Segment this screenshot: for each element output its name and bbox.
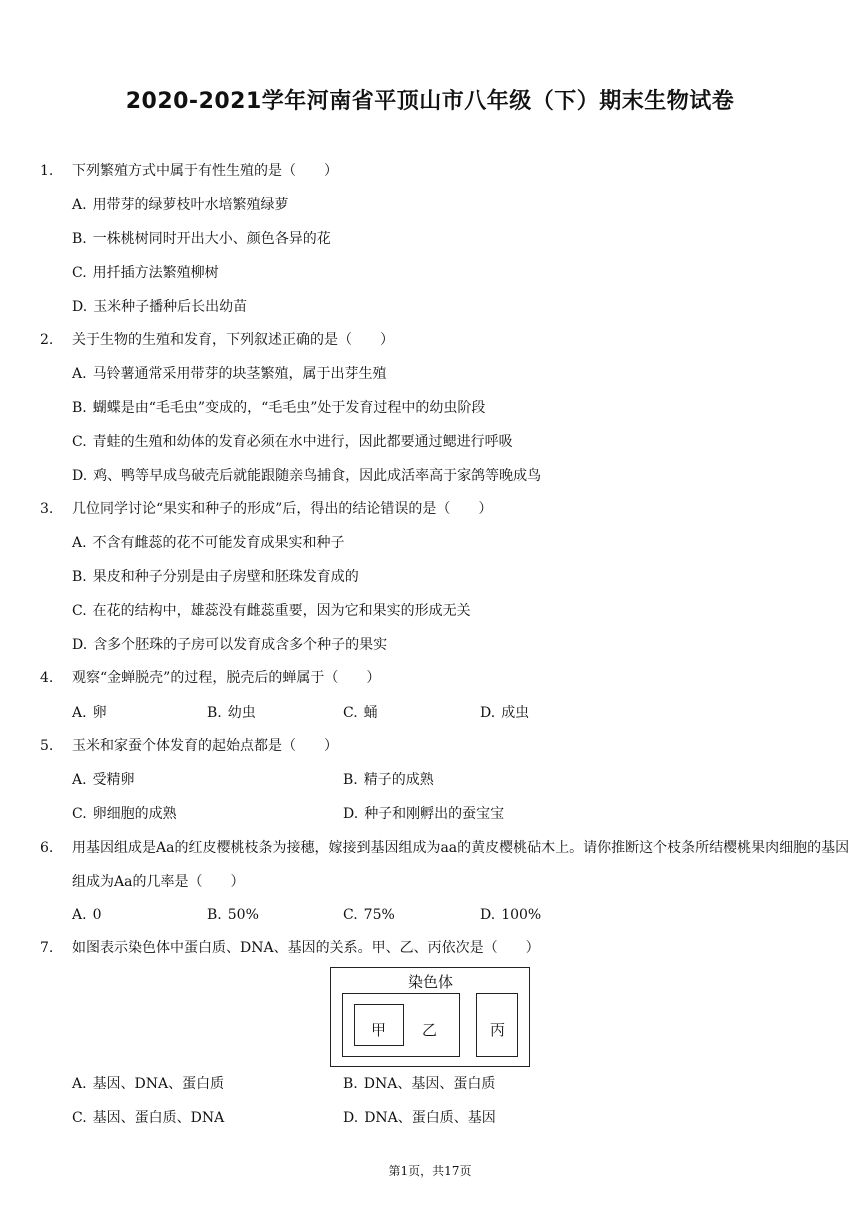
option-c [72,601,471,621]
option-b [72,398,485,418]
question-number: 4. [40,670,54,686]
option-label: D. [343,806,359,822]
option-label: B. [72,569,87,585]
option-c [72,804,177,824]
option-d [480,905,541,925]
option-a [72,1074,224,1094]
option-b [207,905,259,925]
question-text: 关于生物的生殖和发育，下列叙述正确的是（ ） [72,332,394,348]
option-text: 50% [227,907,259,923]
option-text: 含多个胚珠的子房可以发育成含多个种子的果实 [93,637,388,653]
option-label: A. [72,366,87,382]
option-c [343,905,395,925]
question-number: 5. [40,738,54,754]
option-d [72,635,387,655]
option-label: C. [72,265,87,281]
option-c [72,432,513,452]
chromosome-diagram [330,967,530,1067]
option-d [480,703,529,723]
option-label: B. [207,907,222,923]
option-a [72,195,289,215]
option-c [72,1108,224,1128]
exam-title: 2020-2021学年河南省平顶山市八年级（下）期末生物试卷 [125,89,735,114]
option-label: A. [72,705,87,721]
option-label: C. [72,434,87,450]
option-text: 青蛙的生殖和幼体的发育必须在水中进行，因此都要通过鳃进行呼吸 [92,434,513,450]
option-b [343,770,434,790]
option-label: D. [343,1110,359,1126]
option-text: 蝴蝶是由“毛毛虫”变成的，“毛毛虫”处于发育过程中的幼虫阶段 [92,400,486,416]
option-text: 成虫 [501,705,530,721]
option-c [72,263,219,283]
option-label: D. [72,468,88,484]
option-text: 种子和刚孵出的蚕宝宝 [364,806,505,822]
option-text: 基因、蛋白质、DNA [92,1110,225,1126]
option-label: C. [72,603,87,619]
option-text: 基因、DNA、蛋白质 [92,1076,225,1092]
jia-label: 甲 [371,1021,387,1039]
option-text: 玉米种子播种后长出幼苗 [93,299,248,315]
question-text: 下列繁殖方式中属于有性生殖的是（ ） [72,163,338,179]
option-label: A. [72,197,87,213]
option-text: 精子的成熟 [363,772,434,788]
question-text: 观察“金蝉脱壳”的过程，脱壳后的蝉属于（ ） [72,670,381,686]
option-d [72,466,541,486]
option-label: D. [72,637,88,653]
chromosome-label: 染色体 [408,973,454,991]
option-b [343,1074,495,1094]
option-label: C. [343,907,358,923]
option-text: DNA、基因、蛋白质 [363,1076,496,1092]
option-text: DNA、蛋白质、基因 [364,1110,496,1126]
option-label: C. [72,806,87,822]
option-text: 在花的结构中，雄蕊没有雌蕊重要，因为它和果实的形成无关 [92,603,471,619]
page-footer: 第1页，共17页 [388,1164,472,1178]
option-a [72,905,101,925]
option-text: 鸡、鸭等早成鸟破壳后就能跟随亲鸟捕食，因此成活率高于家鸽等晚成鸟 [93,468,542,484]
option-text: 受精卵 [92,772,135,788]
option-label: B. [72,231,87,247]
option-text: 卵 [92,705,107,721]
option-text: 果皮和种子分别是由子房壁和胚珠发育成的 [92,569,359,585]
option-label: B. [72,400,87,416]
option-a [72,364,387,384]
option-label: A. [72,772,87,788]
option-label: C. [343,705,358,721]
option-label: A. [72,907,87,923]
option-b [72,229,331,249]
option-text: 用带芽的绿萝枝叶水培繁殖绿萝 [92,197,289,213]
option-text: 75% [363,907,395,923]
option-label: A. [72,1076,87,1092]
option-d [72,297,247,317]
option-text: 马铃薯通常采用带芽的块茎繁殖，属于出芽生殖 [92,366,387,382]
question-number: 1. [40,163,54,179]
option-label: D. [480,907,496,923]
option-text: 蛹 [363,705,378,721]
question-text: 如图表示染色体中蛋白质、DNA、基因的关系。甲、乙、丙依次是（ ） [72,940,540,956]
option-c [343,703,378,723]
option-label: B. [207,705,222,721]
question-number: 6. [40,840,54,856]
yi-label: 乙 [422,1021,438,1039]
question-text: 几位同学讨论“果实和种子的形成”后，得出的结论错误的是（ ） [72,501,493,517]
option-text: 一株桃树同时开出大小、颜色各异的花 [92,231,331,247]
question-number: 2. [40,332,54,348]
question-text: 玉米和家蚕个体发育的起始点都是（ ） [72,738,338,754]
option-label: B. [343,1076,358,1092]
option-text: 不含有雌蕊的花不可能发育成果实和种子 [92,535,345,551]
option-text: 0 [92,907,102,923]
option-label: C. [72,1110,87,1126]
option-a [72,533,345,553]
option-label: B. [343,772,358,788]
option-b [72,567,359,587]
option-text: 100% [501,907,542,923]
option-d [343,1108,496,1128]
option-label: D. [480,705,496,721]
option-label: D. [72,299,88,315]
option-a [72,770,135,790]
option-text: 幼虫 [227,705,256,721]
question-text: 用基因组成是Aa的红皮樱桃枝条为接穗，嫁接到基因组成为aa的黄皮樱桃砧木上。请你推断这个枝条所结樱桃果肉细胞的基因组成为Aa的几率是（ ） [72,840,850,890]
option-a [72,703,107,723]
option-b [207,703,256,723]
option-text: 用扦插方法繁殖柳树 [92,265,219,281]
option-label: A. [72,535,87,551]
bing-label: 丙 [490,1021,506,1039]
option-d [343,804,504,824]
question-number: 3. [40,501,54,517]
question-number: 7. [40,940,54,956]
option-text: 卵细胞的成熟 [92,806,177,822]
